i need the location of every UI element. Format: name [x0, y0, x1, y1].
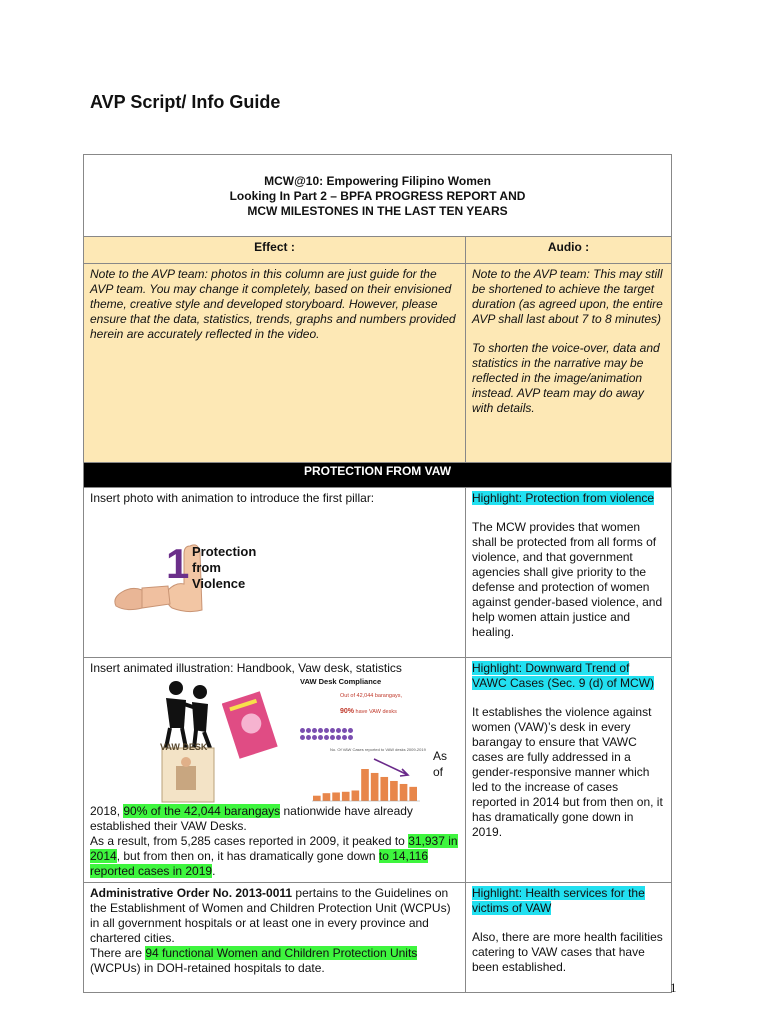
bar-2011 [332, 792, 340, 801]
caption-line-1: Protection [192, 544, 257, 559]
header-line-1: MCW@10: Empowering Filipino Women [264, 173, 491, 188]
barangay-dot-icon [306, 735, 311, 740]
bar-2019 [409, 787, 417, 801]
barangay-dot-icon [348, 735, 353, 740]
p2-highlight-2: to 14,116 reported cases in 2019 [90, 849, 429, 878]
page-number: 1 [670, 980, 677, 995]
row1-audio [466, 488, 672, 658]
chart-subtitle-a: Out of 42,044 barangays, [340, 693, 403, 699]
p2-c: . [212, 864, 216, 878]
pillar-number: 1 [166, 540, 190, 587]
as-of-label [433, 748, 447, 780]
bar-2018 [400, 784, 408, 801]
row2-paragraph-2 [90, 834, 459, 879]
chart-subtitle [340, 689, 430, 720]
vaw-desk-label: VAW DESK [160, 742, 208, 752]
bar-2014 [361, 769, 369, 801]
row1-audio-text: The MCW provides that women shall be protected from all forms of violence, and that government agencies shall give priority to the defense and protection of women against gender-based violence, and help women attain justice and healing. [472, 520, 663, 639]
chart-subtitle-c: have VAW desks [355, 709, 397, 715]
chart-title: VAW Desk Compliance [300, 677, 382, 686]
p2-a: As a result, from 5,285 cases reported in 2009, it peaked to [90, 834, 409, 848]
row3-audio-highlight: Highlight: Health services for the victims of VAW [472, 886, 645, 915]
handbook-icon [222, 690, 278, 762]
as-of-1: As [433, 749, 448, 763]
row1-effect [84, 488, 466, 658]
barangay-dot-icon [336, 735, 341, 740]
bar-2013 [352, 790, 360, 801]
section-title: PROTECTION FROM VAW [84, 463, 672, 488]
barangay-dot-icon [330, 735, 335, 740]
barangay-dot-icon [318, 735, 323, 740]
row3-audio [466, 883, 672, 993]
row2-audio-text: It establishes the violence against women (VAW)’s desk in every barangay to ensure that VAWC cases are fully addressed in a gender-responsive manner which led to the increase of cases reported in 2014 but from then on, it has dramatically gone down in 2019. [472, 705, 663, 839]
bar-2010 [323, 793, 331, 801]
audio-note-p2: To shorten the voice-over, data and statistics in the narrative may be reflected in the image/animation instead. AVP team may do away with details. [472, 341, 660, 415]
protection-caption [192, 544, 256, 592]
row3-highlight: 94 functional Women and Children Protection Units [145, 946, 418, 960]
row2-audio [466, 658, 672, 883]
chart-small-title: No. Of VAW Cases reported to VAW desks 2009-2019 [330, 747, 426, 752]
row3-paragraph-2 [90, 946, 459, 976]
bar-2015 [371, 773, 379, 801]
p2-b: , but from then on, it has dramatically gone down [116, 849, 379, 863]
vaw-illustration [90, 676, 459, 804]
row3-text2-a: There are [90, 946, 146, 960]
downward-trend-arrow-icon [374, 759, 408, 776]
audio-note [466, 264, 672, 463]
bar-2016 [380, 777, 388, 801]
caption-line-3: Violence [192, 576, 246, 591]
row2-effect-text: Insert animated illustration: Handbook, Vaw desk, statistics [90, 661, 402, 675]
script-table [83, 154, 672, 993]
header-line-3: MCW MILESTONES IN THE LAST TEN YEARS [247, 203, 508, 218]
as-of-2: of [433, 765, 444, 779]
bar-2017 [390, 781, 398, 801]
barangay-dot-icon [342, 735, 347, 740]
row1-effect-text: Insert photo with animation to introduce the first pillar: [90, 491, 375, 505]
row2-effect [84, 658, 466, 883]
caption-line-2: from [192, 560, 221, 575]
header-line-2: Looking In Part 2 – BPFA PROGRESS REPORT AND [229, 188, 526, 203]
barangay-dot-icon [324, 735, 329, 740]
row3-audio-text: Also, there are more health facilities catering to VAW cases that have been established. [472, 930, 663, 974]
effect-note: Note to the AVP team: photos in this column are just guide for the AVP team. You may change it completely, based on their envisioned theme, creative style and developed storyboard. However, please ensure that the data, statistics, trends, graphs and numbers provided herein are accurately reflected in the video. [84, 264, 466, 463]
admin-order: Administrative Order No. 2013-0011 [90, 886, 293, 900]
effect-column-header: Effect : [84, 237, 466, 264]
row1-highlight: Highlight: Protection from violence [472, 491, 655, 505]
p2-highlight-1: 31,937 in 2014 [90, 834, 458, 863]
vaw-desk-chart [300, 674, 430, 811]
table-header [84, 155, 672, 237]
p1-b: nationwide have already established their VAW Desks. [90, 804, 413, 833]
row3-text2-b: (WCPUs) in DOH-retained hospitals to date. [90, 961, 325, 975]
barangay-dot-icon [312, 735, 317, 740]
row3-paragraph-1 [90, 886, 459, 946]
p1-highlight: 90% of the 42,044 barangays [123, 804, 281, 818]
row2-highlight: Highlight: Downward Trend of VAWC Cases (Sec. 9 (d) of MCW) [472, 661, 655, 690]
barangay-dot-icon [300, 735, 305, 740]
audio-column-header: Audio : [466, 237, 672, 264]
p1-a: 2018, [90, 804, 124, 818]
bar-2012 [342, 792, 350, 801]
barangay-dots [300, 722, 430, 736]
cases-bar-chart [304, 757, 422, 807]
audio-note-p1: Note to the AVP team: This may still be shortened to achieve the target duration (as agreed upon, the entire AVP shall last about 7 to 8 minutes) [472, 267, 663, 326]
chart-subtitle-b: 90% [340, 708, 355, 715]
bar-2009 [313, 796, 321, 801]
row3-effect [84, 883, 466, 993]
protection-image [90, 506, 459, 636]
row3-text1: pertains to the Guidelines on the Establishment of Women and Children Protection Unit (WCPUs) in all government hospitals or at least one in every province and chartered cities. [90, 886, 451, 945]
document-title: AVP Script/ Info Guide [90, 92, 281, 112]
